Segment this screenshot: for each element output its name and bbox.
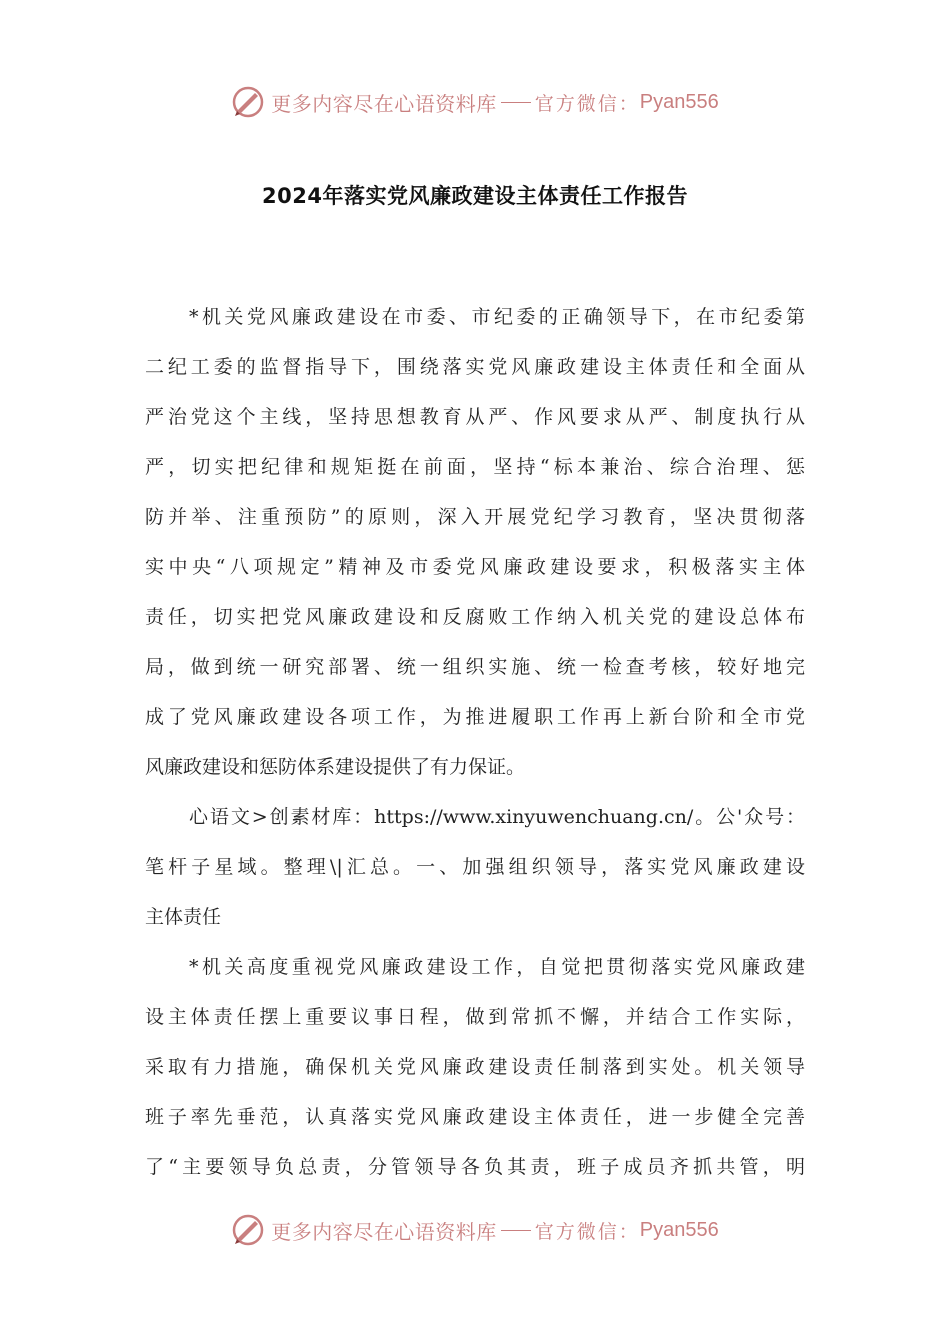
section-heading-tail: 主体责任 bbox=[145, 906, 222, 928]
pen-logo-icon bbox=[231, 1213, 265, 1247]
banner-wechat-label: 官方微信： bbox=[534, 92, 640, 115]
text-line: 成了党风廉政建设各项工作，为推进履职工作再上新台阶和全市党 bbox=[145, 706, 805, 728]
text-line: 风廉政建设和惩防体系建设提供了有力保证。 bbox=[145, 756, 526, 778]
pen-logo-icon bbox=[231, 85, 265, 119]
text-line: 采取有力措施，确保机关党风廉政建设责任制落到实处。机关领导 bbox=[145, 1056, 805, 1078]
banner-main-text: 更多内容尽在心语资料库 bbox=[271, 1219, 497, 1244]
watermark-banner-bottom bbox=[0, 1210, 950, 1250]
banner-wechat-id: Pyan556 bbox=[639, 1218, 719, 1241]
text-line: *机关党风廉政建设在市委、市纪委的正确领导下，在市纪委第 bbox=[189, 306, 805, 328]
text-line: *机关高度重视党风廉政建设工作，自觉把贯彻落实党风廉政建 bbox=[189, 956, 805, 978]
text-line: 笔杆子星域。整理\|汇总。一、加强组织领导，落实党风廉政建设 bbox=[145, 856, 805, 878]
text-line: 防并举、注重预防”的原则，深入开展党纪学习教育，坚决贯彻落 bbox=[145, 506, 805, 528]
document-body bbox=[145, 292, 805, 1192]
text-line: 责任，切实把党风廉政建设和反腐败工作纳入机关党的建设总体布 bbox=[145, 606, 805, 628]
document-title: 2024年落实党风廉政建设主体责任工作报告 bbox=[262, 184, 688, 208]
text-line: 严治党这个主线，坚持思想教育从严、作风要求从严、制度执行从 bbox=[145, 406, 805, 428]
banner-dash bbox=[501, 1230, 531, 1231]
text-line: 局，做到统一研究部署、统一组织实施、统一检查考核，较好地完 bbox=[145, 656, 805, 678]
banner-wechat-label: 官方微信： bbox=[534, 1220, 640, 1243]
banner-wechat-id: Pyan556 bbox=[639, 90, 719, 113]
text-line: 严，切实把纪律和规矩挺在前面，坚持“标本兼治、综合治理、惩 bbox=[145, 456, 805, 478]
banner-dash bbox=[501, 102, 531, 103]
text-line: 班子率先垂范，认真落实党风廉政建设主体责任，进一步健全完善 bbox=[145, 1106, 805, 1128]
text-line: 设主体责任摆上重要议事日程，做到常抓不懈，并结合工作实际， bbox=[145, 1006, 805, 1028]
text-line: 心语文>创素材库：https://www.xinyuwenchuang.cn/。公'众号： bbox=[189, 806, 805, 828]
watermark-banner-top bbox=[0, 82, 950, 122]
banner-main-text: 更多内容尽在心语资料库 bbox=[271, 91, 497, 116]
text-line: 二纪工委的监督指导下，围绕落实党风廉政建设主体责任和全面从 bbox=[145, 356, 805, 378]
text-line: 实中央“八项规定”精神及市委党风廉政建设要求，积极落实主体 bbox=[145, 556, 805, 578]
text-line: 了“主要领导负总责，分管领导各负其责，班子成员齐抓共管，明 bbox=[145, 1156, 805, 1178]
